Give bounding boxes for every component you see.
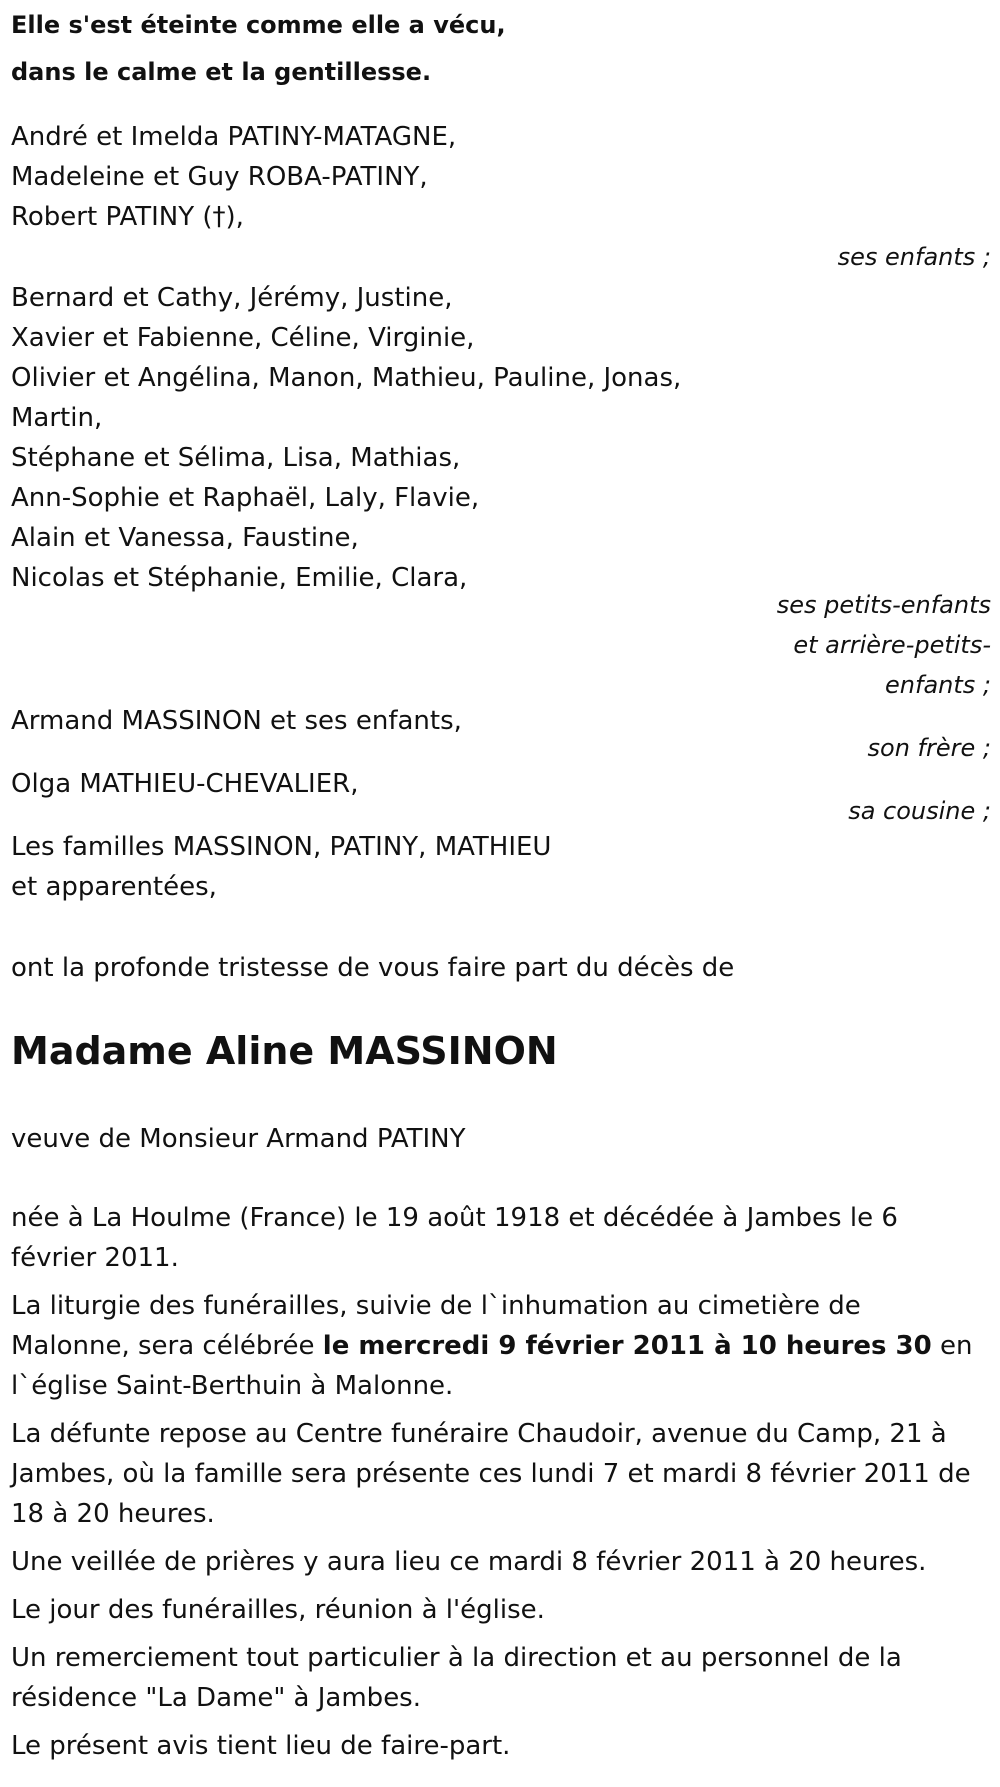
liturgy-text: La liturgie des funérailles, suivie de l`inhumation au cimetière de Malonne, sera célébrée <box>11 1291 861 1361</box>
brother-relation: son frère ; <box>867 734 991 762</box>
grandchildren-relation-line: ses petits-enfants <box>776 591 991 619</box>
brother-name: Armand MASSINON et ses enfants, <box>11 706 462 736</box>
deceased-name: Madame Aline MASSINON <box>11 1029 558 1073</box>
grandchildren-relation <box>777 585 991 705</box>
motto <box>11 0 506 97</box>
motto-line-1: Elle s'est éteinte comme elle a vécu, <box>11 11 506 39</box>
grandchild-name: Stéphane et Sélima, Lisa, Mathias, <box>11 443 461 473</box>
children-group <box>11 117 996 271</box>
cousin-relation: sa cousine ; <box>848 797 991 825</box>
families-group <box>11 827 551 907</box>
brother-group <box>11 701 996 762</box>
vigil-paragraph: Une veillée de prières y aura lieu ce mardi 8 février 2011 à 20 heures. <box>11 1547 927 1577</box>
motto-line-2: dans le calme et la gentillesse. <box>11 58 432 86</box>
grandchildren-group <box>11 278 996 699</box>
announcement: ont la profonde tristesse de vous faire part du décès de <box>11 953 735 983</box>
liturgy-date: le mercredi 9 février 2011 à 10 heures 30 <box>322 1331 932 1361</box>
families-line-1: Les familles MASSINON, PATINY, MATHIEU <box>11 832 552 862</box>
grandchild-name: Martin, <box>11 403 103 433</box>
cousin-name: Olga MATHIEU-CHEVALIER, <box>11 769 359 799</box>
widow-of: veuve de Monsieur Armand PATINY <box>11 1124 466 1154</box>
child-name: André et Imelda PATINY-MATAGNE, <box>11 122 457 152</box>
grandchild-name: Bernard et Cathy, Jérémy, Justine, <box>11 283 453 313</box>
liturgy-paragraph <box>11 1286 986 1406</box>
notice-paragraph: Le présent avis tient lieu de faire-part. <box>11 1731 511 1761</box>
grandchildren-relation-line: enfants ; <box>885 671 991 699</box>
families-line-2: et apparentées, <box>11 872 217 902</box>
children-relation: ses enfants ; <box>837 243 991 271</box>
cousin-group <box>11 764 996 825</box>
grandchild-name: Ann-Sophie et Raphaël, Laly, Flavie, <box>11 483 480 513</box>
thanks-paragraph: Un remerciement tout particulier à la direction et au personnel de la résidence "La Dame" à Jambes. <box>11 1643 902 1713</box>
grandchild-name: Olivier et Angélina, Manon, Mathieu, Pauline, Jonas, <box>11 363 682 393</box>
grandchildren-relation-line: et arrière-petits- <box>793 631 991 659</box>
child-name: Robert PATINY (†), <box>11 202 244 232</box>
child-name: Madeleine et Guy ROBA-PATINY, <box>11 162 428 192</box>
liturgy-place: en l`église Saint-Berthuin à Malonne. <box>11 1331 973 1401</box>
meeting-paragraph: Le jour des funérailles, réunion à l'église. <box>11 1595 545 1625</box>
grandchild-name: Xavier et Fabienne, Céline, Virginie, <box>11 323 475 353</box>
birth-death-paragraph: née à La Houlme (France) le 19 août 1918 et décédée à Jambes le 6 février 2011. <box>11 1203 898 1273</box>
repose-paragraph: La défunte repose au Centre funéraire Chaudoir, avenue du Camp, 21 à Jambes, où la famille sera présente ces lundi 7 et mardi 8 février 2011 de 18 à 20 heures. <box>11 1419 971 1529</box>
details <box>11 1198 986 1766</box>
grandchild-name: Nicolas et Stéphanie, Emilie, Clara, <box>11 563 468 593</box>
grandchild-name: Alain et Vanessa, Faustine, <box>11 523 359 553</box>
